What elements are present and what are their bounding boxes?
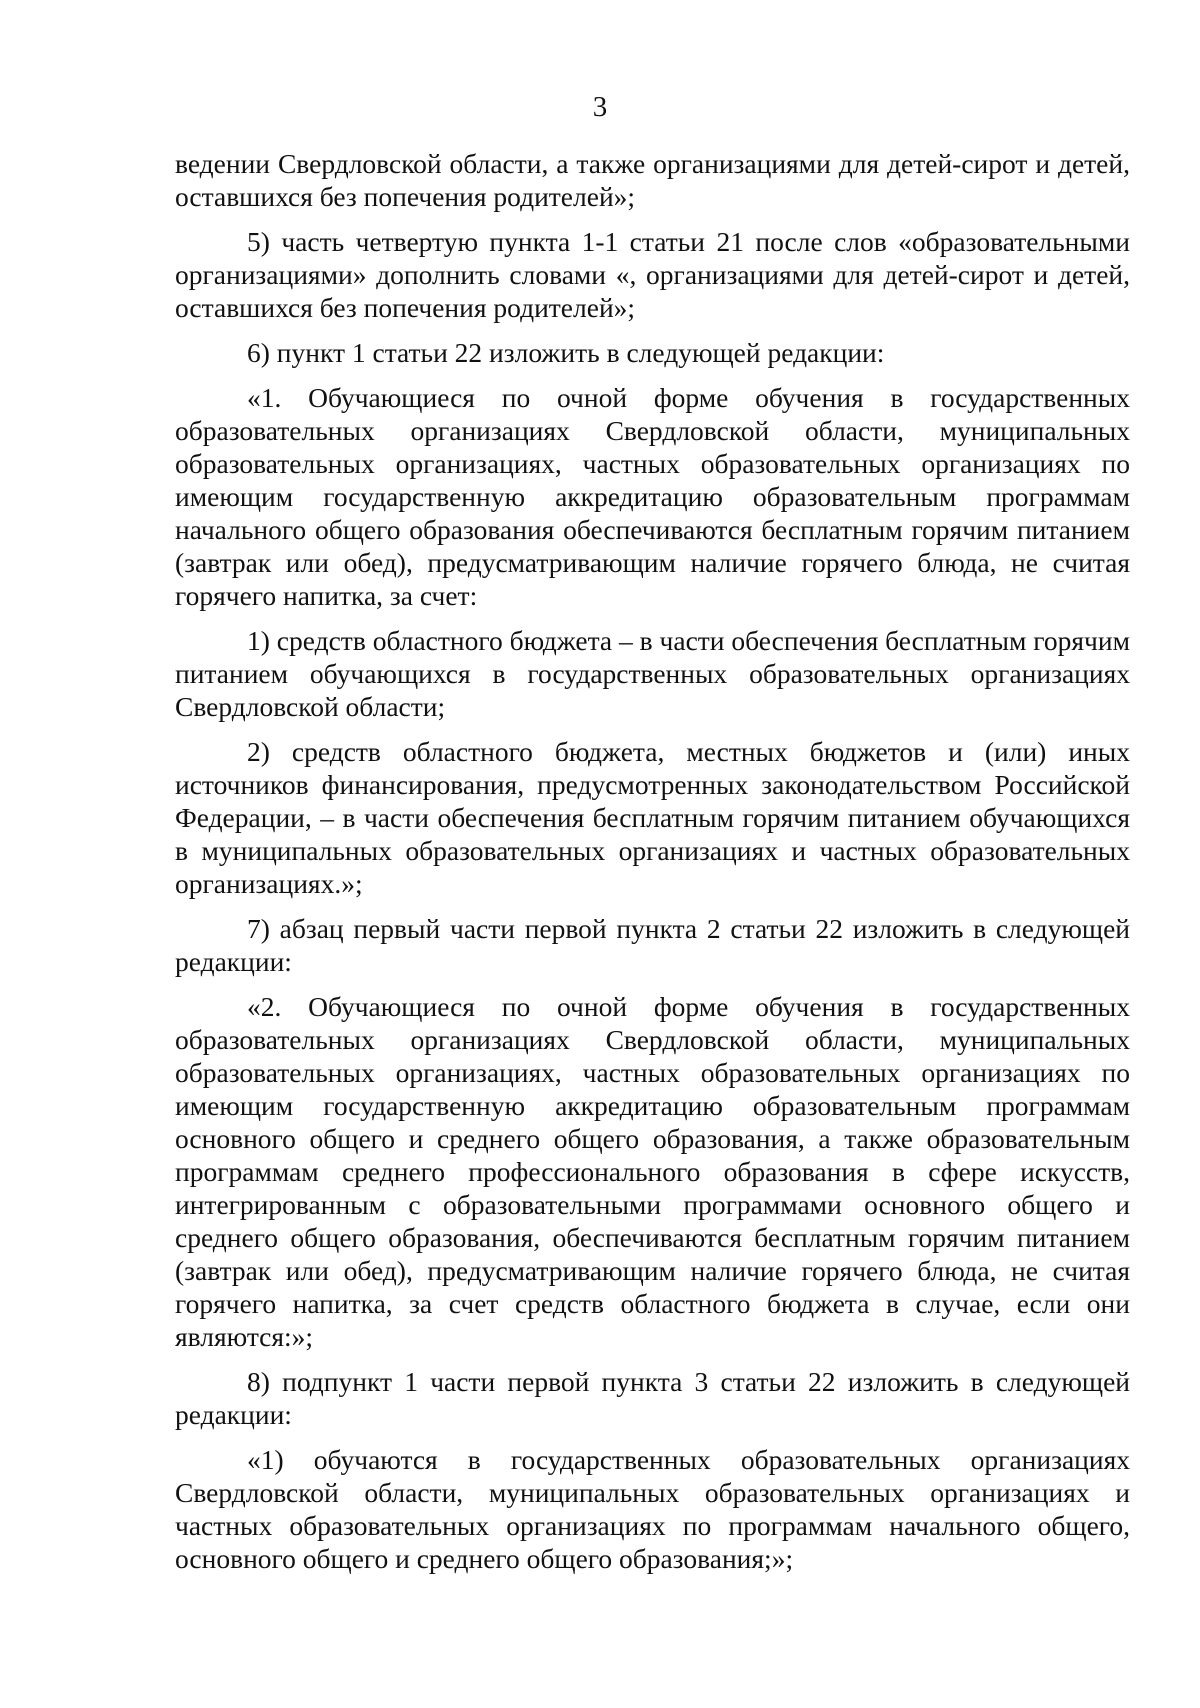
page-number: 3 [592,91,608,123]
document-body [175,147,1130,1587]
paragraph-item-8: 8) подпункт 1 части первой пункта 3 статьи 22 изложить в следующей редакции: [175,1366,1130,1430]
paragraph-item-5: 5) часть четвертую пункта 1-1 статьи 21 после слов «образовательными организациями» дополнить словами «, организациями для детей-сирот и детей, оставшихся без попечения родителей»; [175,226,1130,323]
paragraph-quote-2: «2. Обучающиеся по очной форме обучения в государственных образовательных организациях Свердловской области, муниципальных образовательных организациях, частных образовательных организациях по имеющим государственную аккредитацию образовательным программам основного общего и среднего общего образования, а также образовательным программам среднего профессионального образования в сфере искусств, интегрированным с образовательными программами основного общего и среднего общего образования, обеспечиваются бесплатным горячим питанием (завтрак или обед), предусматривающим наличие горячего блюда, не считая горячего напитка, за счет средств областного бюджета в случае, если они являются:»; [175,991,1130,1352]
paragraph-quote-3: «1) обучаются в государственных образовательных организациях Свердловской области, муниципальных образовательных организациях и частных образовательных организациях по программам начального общего, основного общего и среднего общего образования;»; [175,1444,1130,1574]
paragraph-quote-1: «1. Обучающиеся по очной форме обучения в государственных образовательных организациях Свердловской области, муниципальных образовательных организациях, частных образовательных организациях по имеющим государственную аккредитацию образовательным программам начального общего образования обеспечиваются бесплатным горячим питанием (завтрак или обед), предусматривающим наличие горячего блюда, не считая горячего напитка, за счет: [175,382,1130,611]
paragraph-continuation: ведении Свердловской области, а также организациями для детей-сирот и детей, оставшихся без попечения родителей»; [175,148,1130,212]
paragraph-subitem-2: 2) средств областного бюджета, местных бюджетов и (или) иных источников финансирования, предусмотренных законодательством Российской Федерации, – в части обеспечения бесплатным горячим питанием обучающихся в муниципальных образовательных организациях и частных образовательных организациях.»; [175,736,1130,899]
paragraph-item-6: 6) пункт 1 статьи 22 изложить в следующей редакции: [247,337,885,368]
paragraph-subitem-1: 1) средств областного бюджета – в части обеспечения бесплатным горячим питанием обучающихся в государственных образовательных организациях Свердловской области; [175,625,1130,722]
paragraph-item-7: 7) абзац первый части первой пункта 2 статьи 22 изложить в следующей редакции: [175,913,1130,977]
